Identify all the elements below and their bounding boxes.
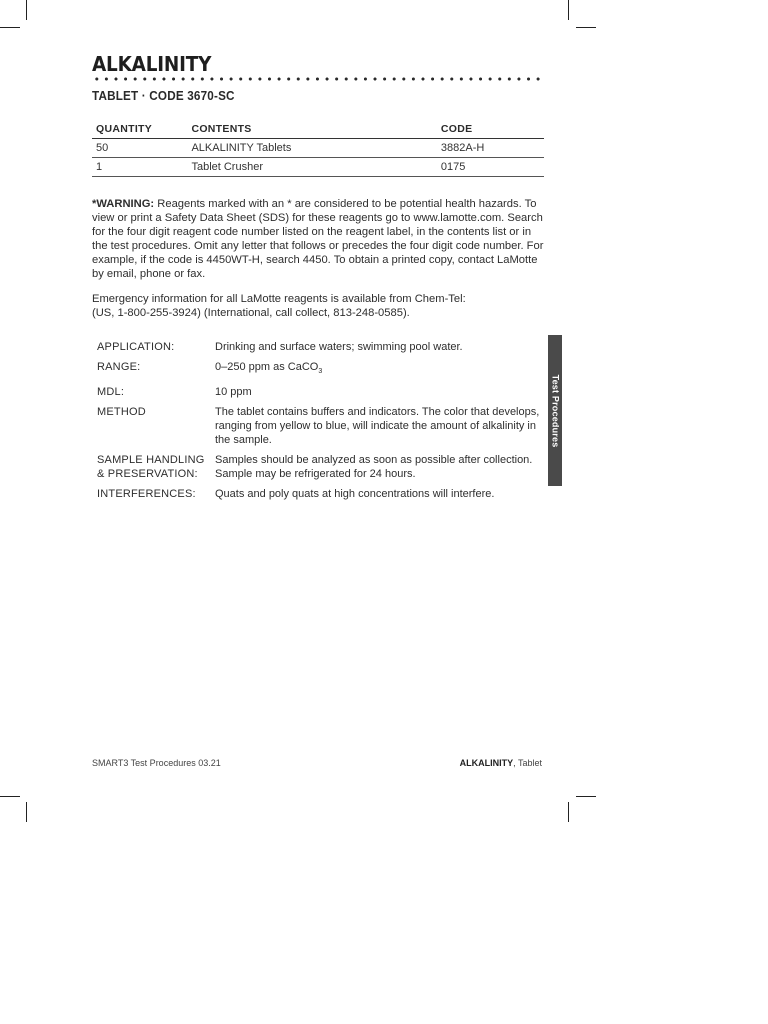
footer-left: SMART3 Test Procedures 03.21 [92, 758, 221, 768]
range-value: 0–250 ppm as CaCO [215, 361, 319, 374]
crop-mark [26, 802, 27, 822]
spec-row-method [92, 405, 544, 453]
quantity-cell: 50 [92, 139, 191, 158]
page-subtitle: TABLET · CODE 3670-SC [92, 88, 235, 103]
warning-label: *WARNING: [92, 198, 155, 210]
emergency-line-1: Emergency information for all LaMotte reagents is available from Chem-Tel: [92, 293, 466, 306]
column-header-contents: CONTENTS [191, 123, 440, 139]
table-row [92, 158, 544, 177]
spec-value: 10 ppm [215, 386, 252, 399]
spec-row-mdl [92, 385, 544, 405]
crop-mark [576, 796, 596, 797]
spec-label-line-2: & PRESERVATION: [97, 468, 198, 481]
spec-row-range [92, 360, 544, 385]
spec-label-line-1: SAMPLE HANDLING [97, 454, 205, 467]
crop-mark [0, 27, 20, 28]
column-header-quantity: QUANTITY [92, 123, 191, 139]
dotted-rule [92, 77, 544, 81]
spec-label: RANGE: [97, 361, 141, 374]
page-title: ALKALINITY [92, 52, 212, 76]
quantity-cell: 1 [92, 158, 191, 177]
spec-row-application [92, 340, 544, 360]
range-subscript: 3 [318, 368, 323, 376]
spec-label [92, 453, 215, 487]
warning-paragraph [92, 197, 544, 281]
crop-mark [568, 802, 569, 822]
table-row [92, 139, 544, 158]
code-cell: 0175 [441, 158, 544, 177]
contents-cell: Tablet Crusher [191, 158, 440, 177]
spec-value: Drinking and surface waters; swimming pool water. [215, 341, 463, 354]
spec-label: APPLICATION: [97, 341, 175, 354]
footer-right-rest: , Tablet [513, 758, 542, 768]
spec-value: Samples should be analyzed as soon as possible after collection. Sample may be refrigerated for 24 hours. [215, 454, 533, 481]
spec-row-interferences [92, 487, 544, 507]
spec-label: METHOD [97, 406, 146, 419]
crop-mark [568, 0, 569, 20]
spec-value: The tablet contains buffers and indicators. The color that develops, ranging from yellow to blue, will indicate the amount of alkalinity in the sample. [215, 406, 540, 447]
crop-mark [0, 796, 20, 797]
column-header-code: CODE [441, 123, 544, 139]
warning-text: Reagents marked with an * are considered to be potential health hazards. To view or print a Safety Data Sheet (SDS) for these reagents go to www.lamotte.com. Search for the four digit reagent code number listed on the reagent label, in the contents list or in the test procedures. Omit any letter that follows or precedes the four digit code number. For example, if the code is 4450WT-H, search 4450. To obtain a printed copy, contact LaMotte by email, phone or fax. [92, 198, 544, 280]
crop-mark [26, 0, 27, 20]
document-page [92, 52, 544, 507]
table-header-row [92, 123, 544, 139]
specs-table [92, 340, 544, 507]
contents-cell: ALKALINITY Tablets [191, 139, 440, 158]
code-cell: 3882A-H [441, 139, 544, 158]
crop-mark [576, 27, 596, 28]
emergency-line-2: (US, 1-800-255-3924) (International, call collect, 813-248-0585). [92, 307, 410, 320]
side-tab [548, 335, 562, 486]
contents-table [92, 123, 544, 177]
spec-label: INTERFERENCES: [97, 488, 196, 501]
side-tab-label: Test Procedures [550, 374, 560, 447]
emergency-paragraph [92, 292, 544, 320]
spec-value [215, 360, 544, 385]
spec-row-sample-handling [92, 453, 544, 487]
spec-value: Quats and poly quats at high concentrations will interfere. [215, 488, 495, 501]
spec-label: MDL: [97, 386, 125, 399]
footer-right [460, 758, 542, 768]
footer-right-bold: ALKALINITY [459, 758, 514, 768]
